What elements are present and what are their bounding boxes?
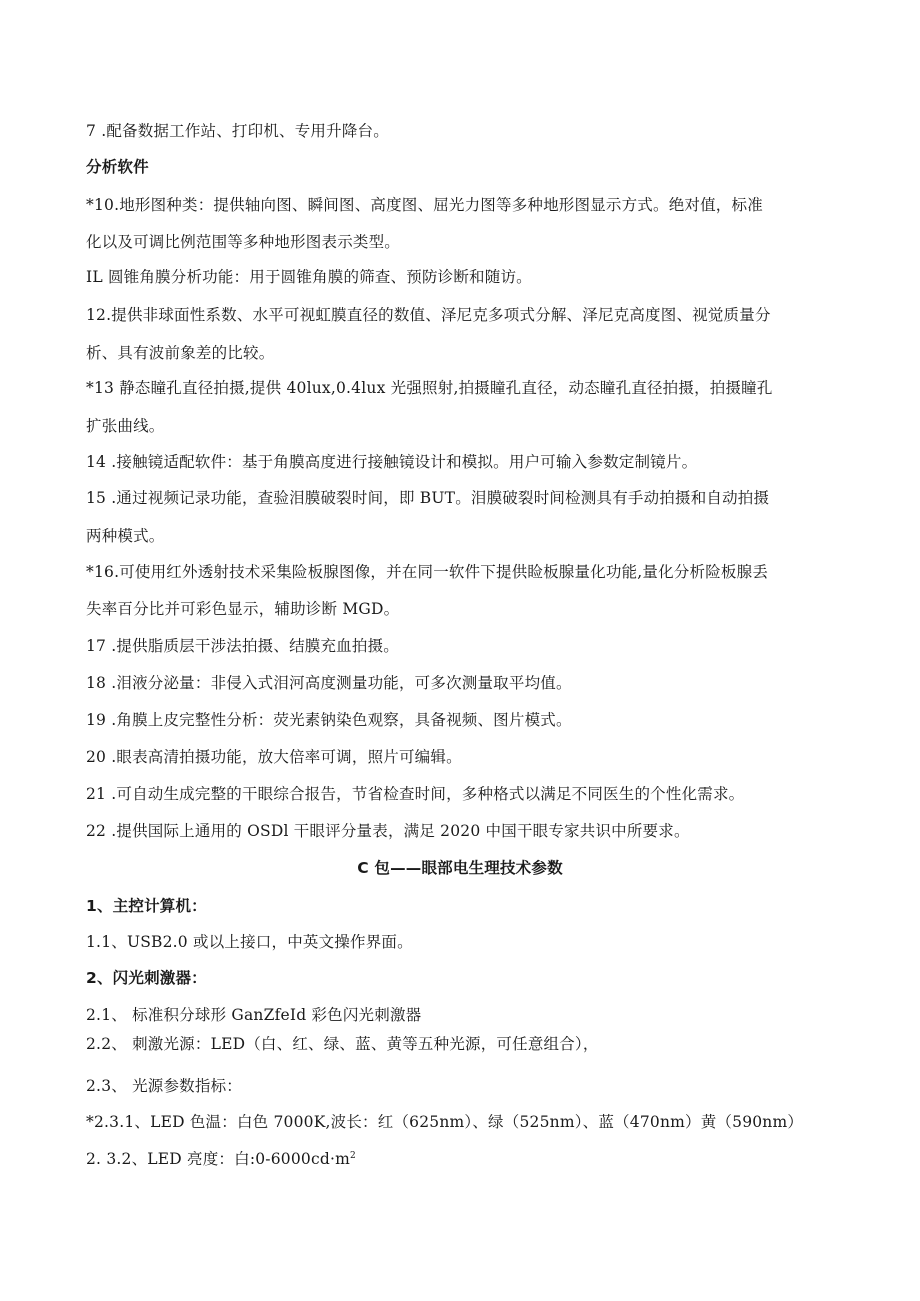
item-2-2: 2.2、 刺激光源：LED（白、红、绿、蓝、黄等五种光源，可任意组合）， xyxy=(86,1035,599,1053)
item-15-line1: 15 .通过视频记录功能，查验泪膜破裂时间，即 BUT。泪膜破裂时间检测具有手动拍摄和自动拍摄 xyxy=(86,489,770,507)
section-c-title: C 包——眼部电生理技术参数 xyxy=(357,859,563,877)
item-20: 20 .眼表高清拍摄功能，放大倍率可调，照片可编辑。 xyxy=(86,748,462,766)
section-1-title: 1、主控计算机： xyxy=(86,897,207,915)
section-analysis-software: 分析软件 xyxy=(86,158,149,176)
item-15-line2: 两种模式。 xyxy=(86,527,165,545)
item-1-1: 1.1、USB2.0 或以上接口，中英文操作界面。 xyxy=(86,933,413,951)
item-10-line2: 化以及可调比例范围等多种地形图表示类型。 xyxy=(86,233,401,251)
item-2-3-2 xyxy=(86,1149,846,1169)
item-11: IL 圆锥角膜分析功能：用于圆锥角膜的筛查、预防诊断和随访。 xyxy=(86,268,532,286)
item-2-3-2-text: 2. 3.2、LED 亮度：白:0-6000cd·m xyxy=(86,1150,351,1168)
item-19: 19 .角膜上皮完整性分析：荧光素钠染色观察，具备视频、图片模式。 xyxy=(86,711,572,729)
item-21: 21 .可自动生成完整的干眼综合报告，节省检查时间，多种格式以满足不同医生的个性化需求。 xyxy=(86,785,745,803)
item-2-3: 2.3、 光源参数指标： xyxy=(86,1077,242,1095)
item-2-1: 2.1、 标准积分球形 GanZfeId 彩色闪光刺激器 xyxy=(86,1006,422,1024)
item-12-line1: 12.提供非球面性系数、水平可视虹膜直径的数值、泽尼克多项式分解、泽尼克高度图、视觉质量分 xyxy=(86,306,771,324)
section-2-title: 2、闪光刺激器： xyxy=(86,969,207,987)
item-16-line1: *16.可使用红外透射技术采集险板腺图像，并在同一软件下提供睑板腺量化功能,量化分析险板腺丢 xyxy=(86,563,769,581)
item-10-line1: *10.地形图种类：提供轴向图、瞬间图、高度图、屈光力图等多种地形图显示方式。绝对值，标准 xyxy=(86,196,763,214)
item-16-line2: 失率百分比并可彩色显示，辅助诊断 MGD。 xyxy=(86,600,400,618)
item-13-line1: *13 静态瞳孔直径拍摄,提供 40lux,0.4lux 光强照射,拍摄瞳孔直径，动态瞳孔直径拍摄，拍摄瞳孔 xyxy=(86,379,773,397)
item-2-3-1: *2.3.1、LED 色温：白色 7000K,波长：红（625nm）、绿（525nm）、蓝（470nm）黄（590nm） xyxy=(86,1113,804,1131)
item-14: 14 .接触镜适配软件：基于角膜高度进行接触镜设计和模拟。用户可输入参数定制镜片。 xyxy=(86,453,698,471)
item-12-line2: 析、具有波前象差的比较。 xyxy=(86,344,275,362)
item-17: 17 .提供脂质层干涉法拍摄、结膜充血拍摄。 xyxy=(86,637,399,655)
item-22: 22 .提供国际上通用的 OSDl 干眼评分量表，满足 2020 中国干眼专家共识中所要求。 xyxy=(86,822,690,840)
item-2-3-2-superscript: 2 xyxy=(350,1151,356,1161)
item-13-line2: 扩张曲线。 xyxy=(86,417,165,435)
item-7: 7 .配备数据工作站、打印机、专用升降台。 xyxy=(86,122,389,140)
item-18: 18 .泪液分泌量：非侵入式泪河高度测量功能，可多次测量取平均值。 xyxy=(86,674,572,692)
